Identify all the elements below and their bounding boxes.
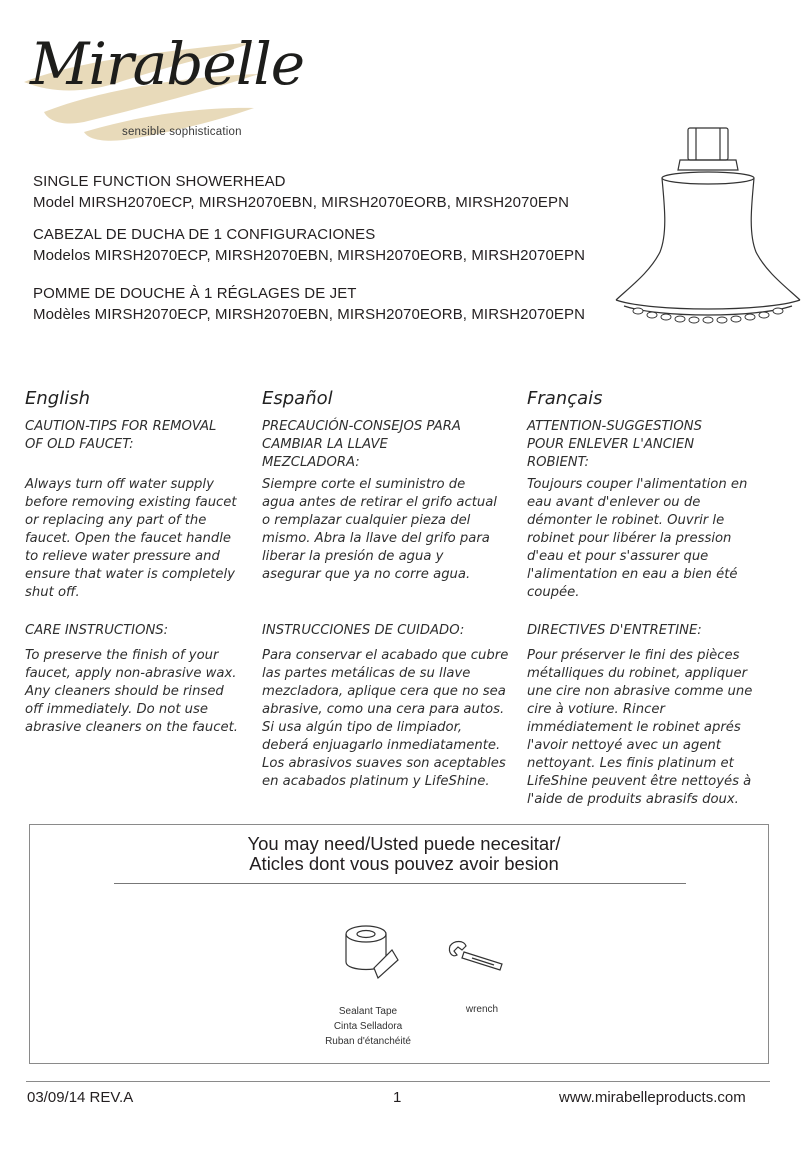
english-caution-title: CAUTION-TIPS FOR REMOVAL OF OLD FAUCET: bbox=[25, 419, 217, 452]
sealant-tape-icon bbox=[336, 920, 406, 990]
title-french: POMME DE DOUCHE À 1 RÉGLAGES DE JET bbox=[33, 285, 357, 302]
heading-english: English bbox=[25, 388, 90, 409]
models-french: Modèles MIRSH2070ECP, MIRSH2070EBN, MIRSH2070EORB, MIRSH2070EPN bbox=[33, 306, 586, 323]
english-caution-body: Always turn off water supply before removing existing faucet or replacing any part of the faucet. Open the faucet handle to relieve water pressure and ensure that water is completely shut off. bbox=[25, 477, 237, 600]
logo-tagline: sensible sophistication bbox=[122, 126, 242, 138]
spanish-caution-body: Siempre corte el suministro de agua antes de retirar el grifo actual o remplazar cualquier pieza del mismo. Abra la llave del grifo para liberar la presión de agua y asegurar que ya no corre agua. bbox=[262, 477, 497, 582]
footer-date-revision: 03/09/14 REV.A bbox=[27, 1089, 134, 1106]
french-caution-body: Toujours couper l'alimentation en eau avant d'enlever ou de démonter le robinet. Ouvrir le robinet pour libérer la pression d'eau et pour s'assurer que l'alimentation en eau a bien été coupée. bbox=[527, 477, 748, 600]
sealant-tape-label: Sealant Tape Cinta Selladora Ruban d'étanchéité bbox=[325, 1006, 411, 1047]
models-spanish: Modelos MIRSH2070ECP, MIRSH2070EBN, MIRSH2070EORB, MIRSH2070EPN bbox=[33, 247, 586, 264]
title-english: SINGLE FUNCTION SHOWERHEAD bbox=[33, 173, 286, 190]
french-care-body: Pour préserver le fini des pièces métalliques du robinet, appliquer une cire non abrasive comme une cire à votiure. Rincer immédiatement le robinet aprés l'avoir nettoyé avec un agent nettoyant. Les finis platinum et LifeShine peuvent être nettoyés à l'aide de produits abrasifs doux. bbox=[527, 648, 753, 807]
english-care-title: CARE INSTRUCTIONS: bbox=[25, 623, 169, 638]
heading-french: Français bbox=[527, 388, 603, 409]
spanish-care-title: INSTRUCCIONES DE CUIDADO: bbox=[262, 623, 465, 638]
spanish-care-body: Para conservar el acabado que cubre las partes metálicas de su llave mezcladora, aplique cera que no sea abrasive, como una cera para autos. Si usa algún tipo de limpiador, deberá enjuagarlo inmediatamente. Los abrasivos suaves son aceptables en acabados platinum y LifeShine. bbox=[262, 648, 509, 789]
tools-divider bbox=[114, 883, 686, 884]
heading-spanish: Español bbox=[262, 388, 333, 409]
english-care-body: To preserve the finish of your faucet, apply non-abrasive wax. Any cleaners should be rinsed off immediately. Do not use abrasive cleaners on the faucet. bbox=[25, 648, 238, 735]
french-care-title: DIRECTIVES D'ENTRETINE: bbox=[527, 623, 702, 638]
spanish-caution-title: PRECAUCIÓN-CONSEJOS PARA CAMBIAR LA LLAVE MEZCLADORA: bbox=[262, 419, 461, 470]
french-caution-title: ATTENTION-SUGGESTIONS POUR ENLEVER L'ANCIEN ROBIENT: bbox=[527, 419, 703, 470]
logo-signature: Mirabelle bbox=[30, 30, 305, 98]
showerhead-illustration bbox=[610, 122, 806, 330]
tools-heading-line2: Aticles dont vous pouvez avoir besion bbox=[249, 853, 559, 874]
wrench-icon bbox=[446, 938, 508, 974]
title-spanish: CABEZAL DE DUCHA DE 1 CONFIGURACIONES bbox=[33, 226, 376, 243]
models-english: Model MIRSH2070ECP, MIRSH2070EBN, MIRSH2070EORB, MIRSH2070EPN bbox=[33, 194, 570, 211]
footer-url[interactable]: www.mirabelleproducts.com bbox=[559, 1089, 746, 1106]
footer-page-number: 1 bbox=[393, 1089, 402, 1106]
footer-divider bbox=[26, 1081, 770, 1082]
wrench-label: wrench bbox=[465, 1004, 499, 1015]
tools-heading-line1: You may need/Usted puede necesitar/ bbox=[247, 833, 561, 854]
